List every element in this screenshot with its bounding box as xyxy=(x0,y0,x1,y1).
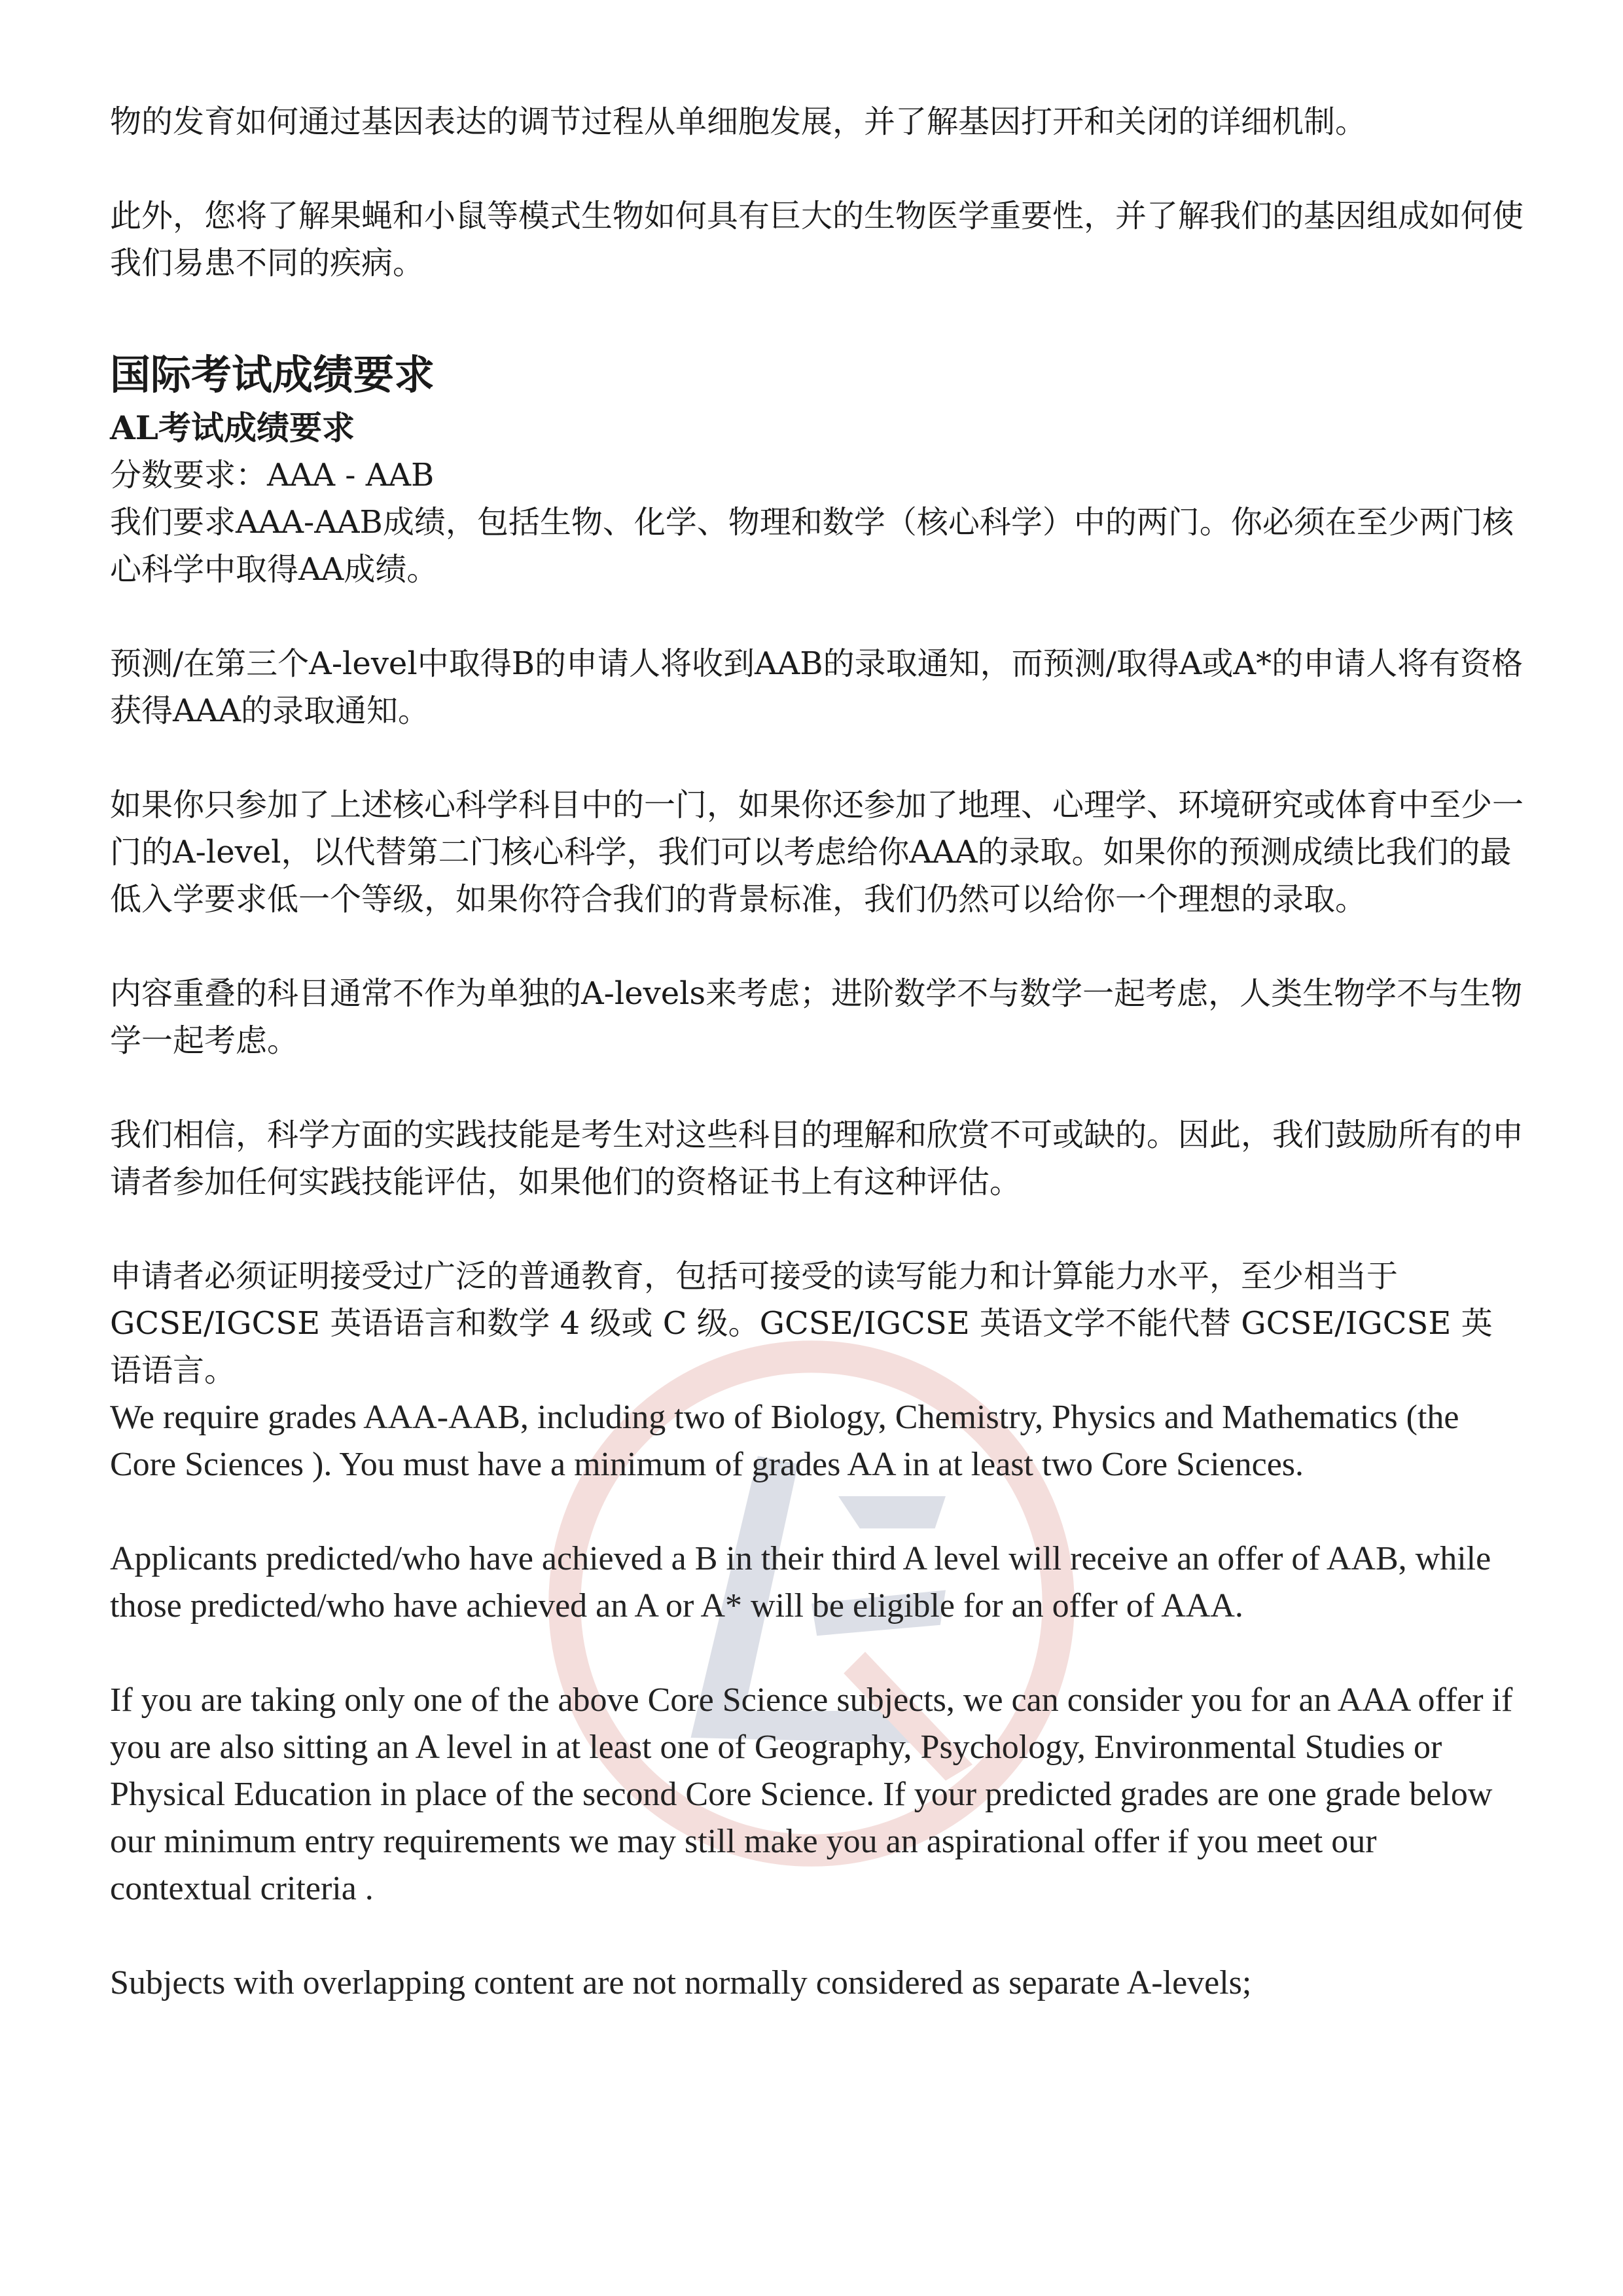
cn-paragraph: 内容重叠的科目通常不作为单独的A-levels来考虑；进阶数学不与数学一起考虑，人类生物学不与生物学一起考虑。 xyxy=(110,975,1523,1059)
en-paragraph: We require grades AAA-AAB, including two of Biology, Chemistry, Physics and Mathematics (the Core Sciences ). You must have a minimum of grades AA in at least two Core Sciences. xyxy=(110,1399,1459,1483)
cn-paragraph: 如果你只参加了上述核心科学科目中的一门，如果你还参加了地理、心理学、环境研究或体育中至少一门的A-level，以代替第二门核心科学，我们可以考虑给你AAA的录取。如果你的预测成绩比我们的最低入学要求低一个等级，如果你符合我们的背景标准，我们仍然可以给你一个理想的录取。 xyxy=(110,787,1524,918)
cn-paragraph: 预测/在第三个A-level中取得B的申请人将收到AAB的录取通知，而预测/取得A或A*的申请人将有资格获得AAA的录取通知。 xyxy=(110,645,1524,729)
section-title: 国际考试成绩要求 xyxy=(110,351,435,399)
document-page xyxy=(110,98,1524,2054)
en-paragraph: Applicants predicted/who have achieved a B in their third A level will receive an offer of AAB, while those predicted/who have achieved an A or A* will be eligible for an offer of AAA. xyxy=(110,1540,1491,1624)
score-requirement: 分数要求：AAA - AAB xyxy=(110,457,435,493)
cn-paragraph: 申请者必须证明接受过广泛的普通教育，包括可接受的读写能力和计算能力水平，至少相当于 GCSE/IGCSE 英语语言和数学 4 级或 C 级。GCSE/IGCSE 英语文学不能代替 GCSE/IGCSE 英语语言。 xyxy=(110,1258,1493,1389)
en-paragraph: Subjects with overlapping content are not normally considered as separate A-levels; xyxy=(110,1964,1252,2001)
cn-paragraph: 我们相信，科学方面的实践技能是考生对这些科目的理解和欣赏不可或缺的。因此，我们鼓励所有的申请者参加任何实践技能评估，如果他们的资格证书上有这种评估。 xyxy=(110,1117,1524,1200)
cn-paragraph: 我们要求AAA-AAB成绩，包括生物、化学、物理和数学（核心科学）中的两门。你必须在至少两门核心科学中取得AA成绩。 xyxy=(110,504,1514,588)
intro-paragraph-1: 物的发育如何通过基因表达的调节过程从单细胞发展，并了解基因打开和关闭的详细机制。 xyxy=(110,103,1367,140)
intro-paragraph-2: 此外，您将了解果蝇和小鼠等模式生物如何具有巨大的生物医学重要性，并了解我们的基因组成如何使我们易患不同的疾病。 xyxy=(110,198,1524,281)
en-paragraph: If you are taking only one of the above Core Science subjects, we can consider you for an AAA offer if you are also sitting an A level in at least one of Geography, Psychology, Environmental Studies or Physical Education in place of the second Core Science. If your predicted grades are one grade below our minimum entry requirements we may still make you an aspirational offer if you meet our contextual criteria . xyxy=(110,1681,1513,1907)
section-subtitle: AL考试成绩要求 xyxy=(110,408,355,447)
